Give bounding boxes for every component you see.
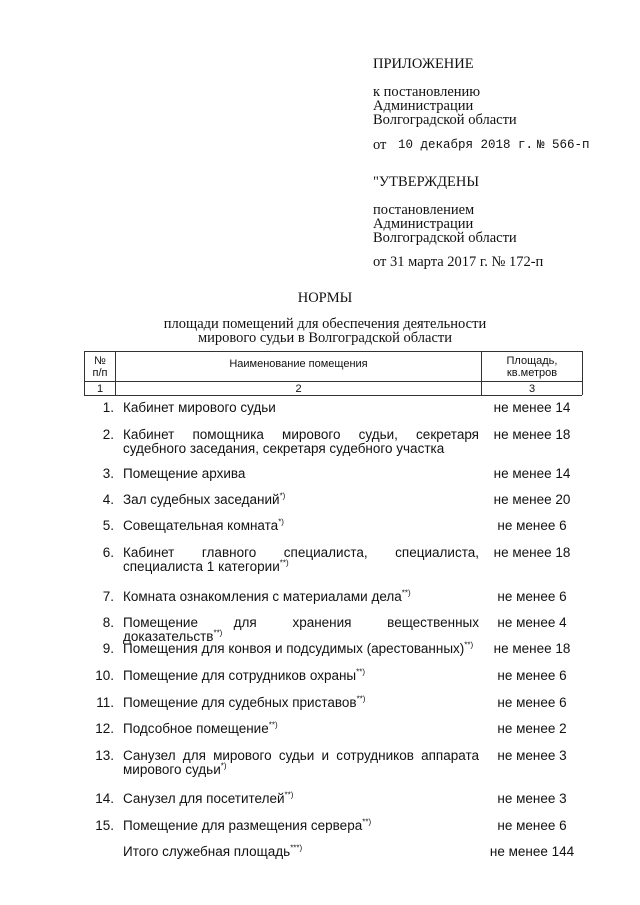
appendix-line-2: Администрации [373, 98, 474, 114]
document-subtitle-line-1: площади помещений для обеспечения деятельности [163, 316, 487, 332]
row-name: Помещение для хранения вещественных доказательств**) [123, 615, 479, 644]
row-area: не менее 6 [497, 589, 567, 604]
footnote-mark: **) [356, 667, 366, 677]
total-area: не менее 144 [489, 844, 575, 859]
row-area: не менее 14 [493, 466, 571, 481]
footnote-mark: ***) [290, 843, 303, 853]
footnote-mark: **) [284, 790, 294, 800]
row-area: не менее 6 [497, 818, 567, 833]
approved-line-1: постановлением [373, 202, 475, 218]
total-name: Итого служебная площадь***) [123, 843, 303, 859]
approved-title: "УТВЕРЖДЕНЫ [373, 174, 479, 190]
header-col-2: 2 [295, 383, 302, 395]
appendix-line-1: к постановлению [373, 84, 481, 100]
footnote-mark: **) [362, 817, 372, 827]
row-area: не менее 3 [497, 791, 567, 806]
row-area: не менее 20 [493, 492, 571, 507]
appendix-number: № 566-п [537, 138, 590, 152]
footnote-mark: **) [268, 720, 278, 730]
row-area: не менее 18 [493, 545, 571, 560]
row-number: 2. [102, 427, 114, 442]
row-number: 3. [102, 466, 114, 481]
row-name: Санузел для посетителей**) [123, 790, 294, 806]
row-number: 4. [102, 492, 114, 507]
row-number: 1. [102, 400, 114, 415]
row-area: не менее 6 [497, 518, 567, 533]
row-number: 13. [95, 748, 114, 763]
row-name: Помещение для сотрудников охраны**) [123, 667, 366, 683]
row-name: Комната ознакомления с материалами дела**) [123, 588, 411, 604]
row-name: Помещения для конвоя и подсудимых (арестованных)**) [123, 640, 474, 656]
footnote-mark: *) [279, 491, 286, 501]
footnote-mark: **) [464, 640, 474, 650]
row-number: 12. [95, 721, 114, 736]
row-area: не менее 14 [493, 400, 571, 415]
document-title: НОРМЫ [297, 290, 353, 306]
row-name: Подсобное помещение**) [123, 720, 278, 736]
header-area: Площадь, кв.метров [506, 355, 558, 379]
row-area: не менее 3 [497, 748, 567, 763]
approved-date-line: от 31 марта 2017 г. № 172-п [373, 254, 544, 270]
row-area: не менее 18 [493, 641, 571, 656]
document-subtitle-line-2: мирового судьи в Волгоградской области [198, 330, 452, 346]
row-name: Помещение для размещения сервера**) [123, 817, 372, 833]
appendix-title: ПРИЛОЖЕНИЕ [373, 56, 474, 72]
row-area: не менее 6 [497, 695, 567, 710]
row-name: Помещение архива [123, 466, 246, 481]
row-area: не менее 4 [497, 615, 567, 630]
row-number: 5. [102, 518, 114, 533]
row-number: 11. [96, 695, 114, 710]
row-number: 7. [102, 589, 114, 604]
footnote-mark: *) [278, 517, 284, 527]
row-area: не менее 6 [497, 668, 567, 683]
approved-line-3: Волгоградской области [373, 230, 517, 246]
appendix-date: 10 декабря 2018 г. [398, 138, 534, 152]
header-name: Наименование помещения [229, 358, 368, 370]
appendix-line-3: Волгоградской области [373, 112, 517, 128]
approved-line-2: Администрации [373, 216, 474, 232]
row-name: Кабинет мирового судьи [123, 400, 276, 415]
header-num: № п/п [92, 355, 108, 379]
row-name: Зал судебных заседаний*) [123, 491, 286, 507]
row-number: 6. [102, 545, 114, 560]
row-number: 14. [95, 791, 114, 806]
header-col-3: 3 [528, 383, 536, 395]
row-name: Кабинет главного специалиста, специалиста, специалиста 1 категории**) [123, 545, 479, 574]
row-name: Совещательная комната*) [123, 517, 284, 533]
appendix-date-prefix: от [373, 137, 387, 153]
footnote-mark: **) [401, 588, 411, 598]
footnote-mark: **) [279, 558, 289, 568]
row-number: 15. [95, 818, 114, 833]
footnote-mark: **) [213, 628, 223, 638]
row-area: не менее 2 [497, 721, 567, 736]
row-area: не менее 18 [493, 427, 571, 442]
row-name: Санузел для мирового судьи и сотрудников аппарата мирового судьи*) [123, 748, 479, 777]
row-number: 8. [102, 615, 114, 630]
row-name: Помещение для судебных приставов**) [123, 694, 366, 710]
row-name: Кабинет помощника мирового судьи, секретаря судебного заседания, секретаря судебного участка [123, 427, 479, 456]
footnote-mark: *) [220, 761, 227, 771]
header-col-1: 1 [96, 383, 104, 395]
row-number: 10. [95, 668, 114, 683]
footnote-mark: **) [356, 694, 366, 704]
row-number: 9. [102, 641, 114, 656]
